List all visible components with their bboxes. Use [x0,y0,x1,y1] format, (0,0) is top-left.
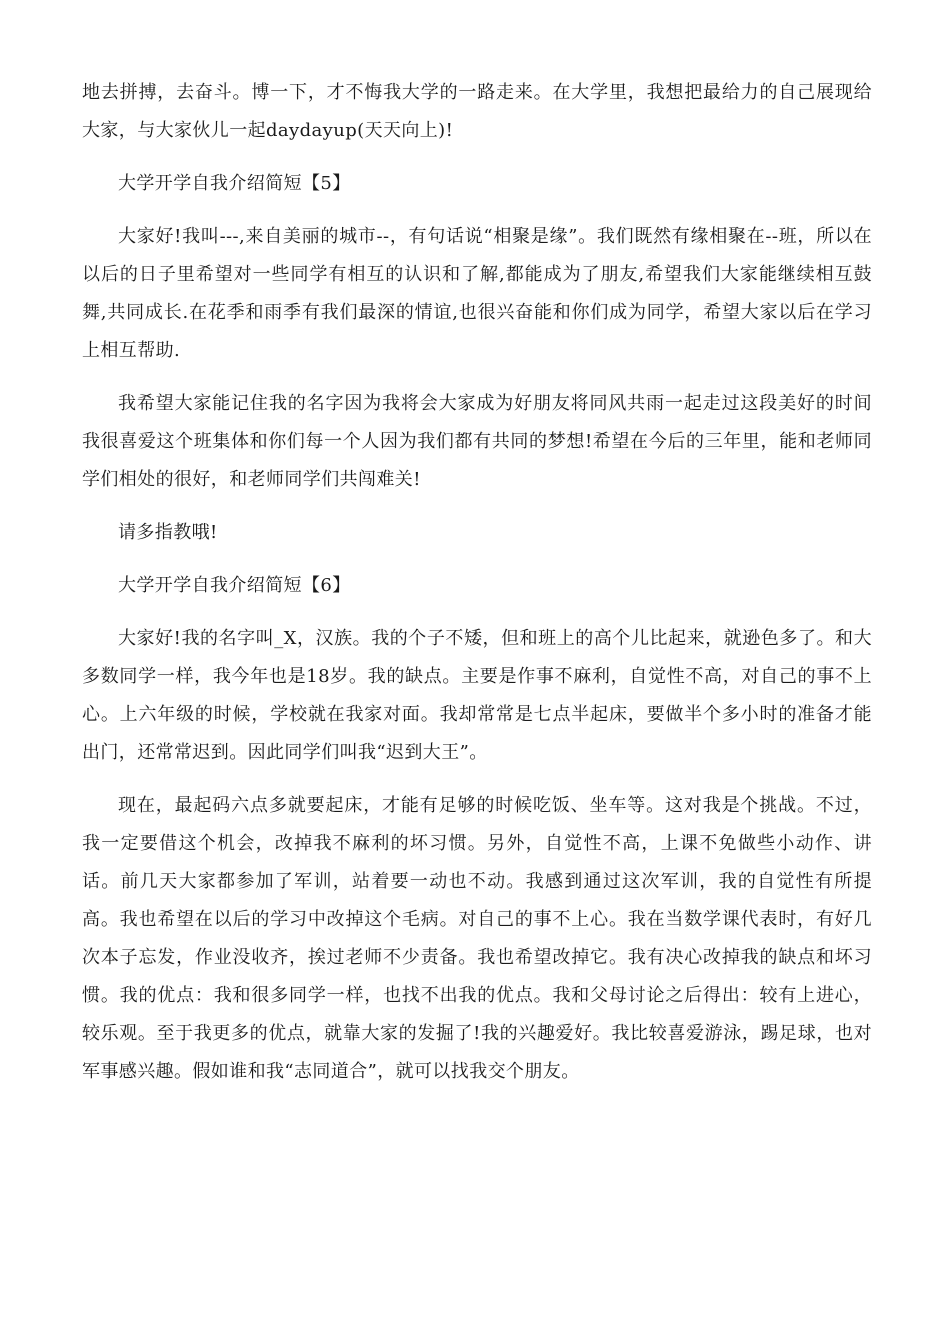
paragraph: 请多指教哦! [118,522,218,543]
paragraph-continuation: 地去拼搏，去奋斗。博一下，才不悔我大学的一路走来。在大学里，我想把最给力的自己展现给大家，与大家伙儿一起daydayup(天天向上)! [82,82,872,141]
paragraph: 大家好!我叫---,来自美丽的城市--，有句话说“相聚是缘”。我们既然有缘相聚在--班，所以在以后的日子里希望对一些同学有相互的认识和了解,都能成为了朋友,希望我们大家能继续相互鼓舞,共同成长.在花季和雨季有我们最深的情谊,也很兴奋能和你们成为同学，希望大家以后在学习上相互帮助. [82,226,872,361]
document-body [82,74,872,1106]
paragraph: 现在，最起码六点多就要起床，才能有足够的时候吃饭、坐车等。这对我是个挑战。不过，我一定要借这个机会，改掉我不麻利的坏习惯。另外，自觉性不高，上课不免做些小动作、讲话。前几天大家都参加了军训，站着要一动也不动。我感到通过这次军训，我的自觉性有所提高。我也希望在以后的学习中改掉这个毛病。对自己的事不上心。我在当数学课代表时，有好几次本子忘发，作业没收齐，挨过老师不少责备。我也希望改掉它。我有决心改掉我的缺点和坏习惯。我的优点：我和很多同学一样，也找不出我的优点。我和父母讨论之后得出：较有上进心，较乐观。至于我更多的优点，就靠大家的发掘了!我的兴趣爱好。我比较喜爱游泳，踢足球，也对军事感兴趣。假如谁和我“志同道合”，就可以找我交个朋友。 [82,795,872,1082]
section-heading-6: 大学开学自我介绍简短【6】 [118,575,351,596]
section-heading-5: 大学开学自我介绍简短【5】 [118,173,351,194]
paragraph: 我希望大家能记住我的名字因为我将会大家成为好朋友将同风共雨一起走过这段美好的时间我很喜爱这个班集体和你们每一个人因为我们都有共同的梦想!希望在今后的三年里，能和老师同学们相处的很好，和老师同学们共闯难关! [82,393,872,490]
paragraph: 大家好!我的名字叫_X，汉族。我的个子不矮，但和班上的高个儿比起来，就逊色多了。和大多数同学一样，我今年也是18岁。我的缺点。主要是作事不麻利，自觉性不高，对自己的事不上心。上六年级的时候，学校就在我家对面。我却常常是七点半起床，要做半个多小时的准备才能出门，还常常迟到。因此同学们叫我“迟到大王”。 [82,628,872,763]
